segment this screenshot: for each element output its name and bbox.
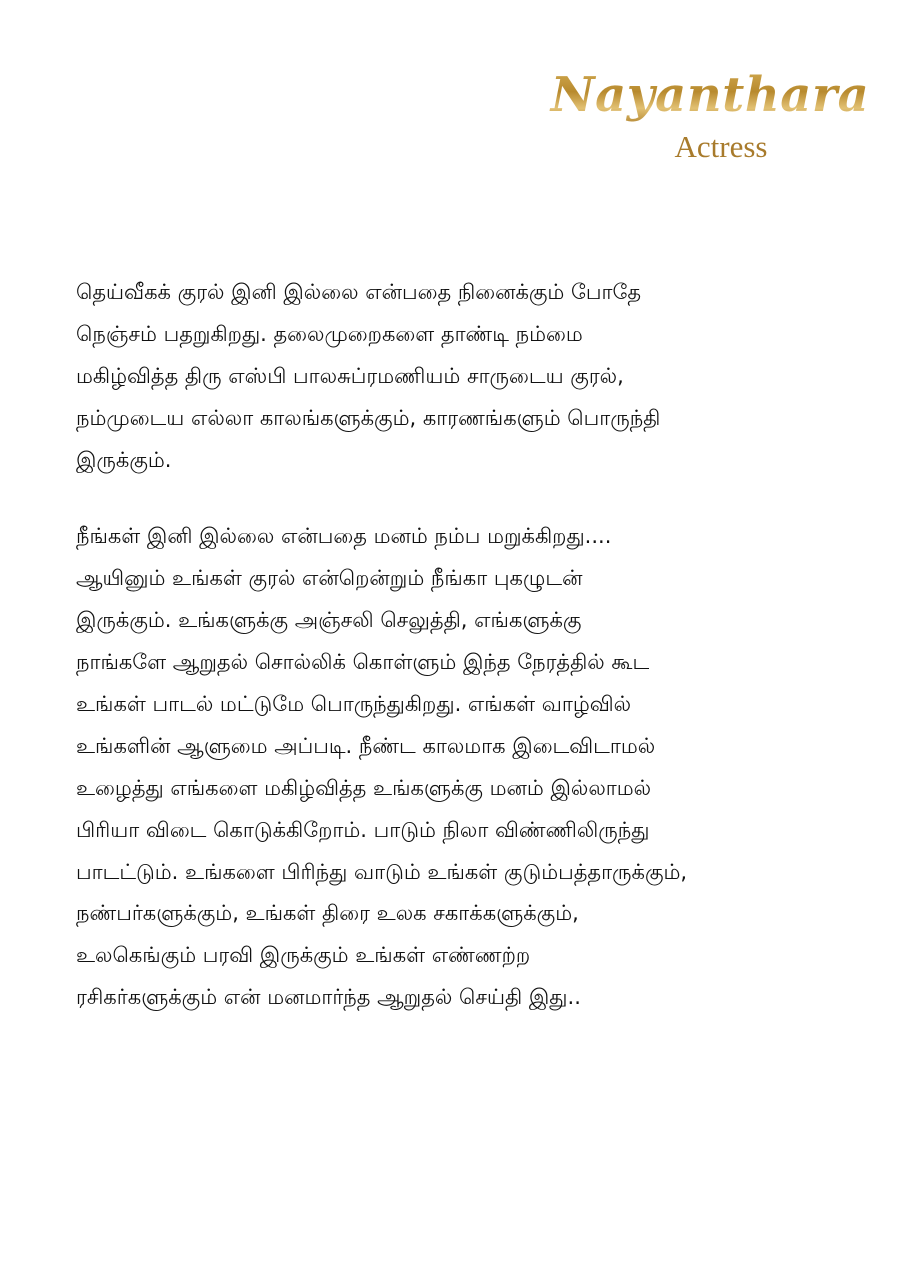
text-line: உங்களின் ஆளுமை அப்படி. நீண்ட காலமாக இடைவிடாமல் [76, 733, 656, 758]
paragraph-2 [76, 516, 836, 1019]
text-line: மகிழ்வித்த திரு எஸ்பி பாலசுப்ரமணியம் சாருடைய குரல், [76, 363, 624, 388]
text-line: உலகெங்கும் பரவி இருக்கும் உங்கள் எண்ணற்ற [76, 943, 531, 968]
text-line: பாடட்டும். உங்களை பிரிந்து வாடும் உங்கள் குடும்பத்தாருக்கும், [76, 859, 688, 884]
text-line: ஆயினும் உங்கள் குரல் என்றென்றும் நீங்கா புகழுடன் [76, 566, 583, 591]
paragraph-1 [76, 272, 836, 481]
text-line: நண்பர்களுக்கும், உங்கள் திரை உலக சகாக்களுக்கும், [76, 901, 579, 926]
signature-title: Actress [674, 129, 768, 164]
text-line: தெய்வீகக் குரல் இனி இல்லை என்பதை நினைக்கும் போதே [76, 280, 642, 304]
paragraph-spacer [76, 481, 836, 516]
signature-name: Nayanthara [540, 62, 880, 128]
text-line: உங்கள் பாடல் மட்டுமே பொருந்துகிறது. எங்கள் வாழ்வில் [76, 692, 632, 717]
letterhead-logo [540, 62, 880, 164]
text-line: இருக்கும். [76, 447, 172, 472]
text-line: உழைத்து எங்களை மகிழ்வித்த உங்களுக்கு மனம் இல்லாமல் [76, 775, 652, 800]
text-line: நெஞ்சம் பதறுகிறது. தலைமுறைகளை தாண்டி நம்மை [76, 321, 583, 346]
letter-body [76, 272, 836, 1019]
text-line: நம்முடைய எல்லா காலங்களுக்கும், காரணங்களும் பொருந்தி [76, 405, 661, 430]
text-line: நாங்களே ஆறுதல் சொல்லிக் கொள்ளும் இந்த நேரத்தில் கூட [76, 650, 650, 675]
text-line: பிரியா விடை கொடுக்கிறோம். பாடும் நிலா விண்ணிலிருந்து [76, 817, 650, 842]
text-line: நீங்கள் இனி இல்லை என்பதை மனம் நம்ப மறுக்கிறது.... [76, 524, 612, 549]
text-line: இருக்கும். உங்களுக்கு அஞ்சலி செலுத்தி, எங்களுக்கு [76, 608, 582, 633]
text-line: ரசிகர்களுக்கும் என் மனமார்ந்த ஆறுதல் செய்தி இது.. [76, 985, 581, 1010]
